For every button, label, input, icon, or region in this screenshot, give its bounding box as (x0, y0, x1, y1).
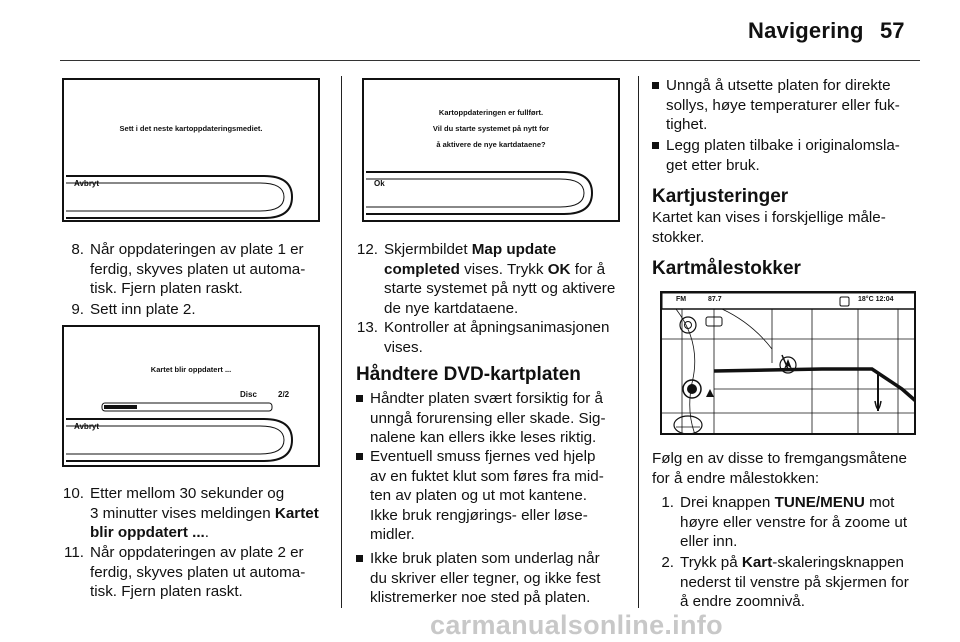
step-text: Trykk på (680, 554, 742, 571)
message-name: Kartet (274, 504, 319, 522)
screen-message: Vil du starte systemet på nytt for (432, 124, 550, 133)
watermark: carmanualsonline.info (430, 610, 723, 640)
bullet-icon (356, 453, 363, 460)
step-number: 8. (71, 241, 84, 258)
bullet-text: unngå forurensing eller skade. Sig- (370, 409, 606, 427)
step-number: 11. (64, 544, 84, 561)
step-text: nederst til venstre på skjermen for (680, 573, 909, 591)
step-text: for å (570, 260, 606, 278)
bullet-text: klistremerker noe sted på platen. (370, 589, 591, 606)
section-heading: Håndtere DVD-kartplaten (356, 364, 581, 385)
disc-label: Disc (240, 390, 257, 399)
bullet-text: Legg platen tilbake i originalomsla- (666, 137, 900, 154)
step-number: 13. (356, 319, 378, 336)
step-text: Når oppdateringen av plate 2 er (90, 544, 304, 561)
step-number: 12. (356, 241, 378, 258)
bullet-text: Unngå å utsette platen for direkte (666, 77, 891, 94)
step-text: tisk. Fjern platen raskt. (90, 280, 243, 297)
body-text: stokker. (652, 228, 705, 246)
map-graphic (662, 293, 916, 435)
step-text: vises. Trykk (459, 260, 548, 278)
step-12 (356, 240, 636, 320)
step-text: vises. (384, 338, 423, 356)
step-number: 10. (62, 485, 84, 502)
bullet-icon (652, 82, 659, 89)
bullet-icon (356, 555, 363, 562)
step-2 (652, 553, 952, 613)
screen-button-shape (364, 80, 620, 222)
step-1 (652, 493, 952, 553)
ok-button[interactable]: Ok (374, 179, 385, 188)
temp-time-status: 18°C 12:04 (858, 296, 894, 303)
screen-button-shape (64, 80, 320, 222)
bullet-text: midler. (370, 526, 415, 543)
bullet-text: Eventuell smuss fjernes ved hjelp (370, 448, 596, 465)
instruction-paragraph (652, 449, 952, 488)
step-number: 9. (71, 301, 84, 318)
radio-band: FM (676, 296, 687, 303)
cancel-button[interactable]: Avbryt (74, 422, 100, 431)
progress-fill (104, 405, 137, 409)
step-text: høyre eller venstre for å zoome ut (680, 513, 908, 531)
bullet-text: Håndter platen svært forsiktig for å (370, 390, 603, 407)
screen-map-updating (62, 325, 320, 467)
control-name: TUNE/MENU (774, 494, 865, 511)
column-divider-2 (638, 76, 639, 608)
step-text: ferdig, skyves platen ut automa- (90, 260, 306, 278)
bullet-text: av en fuktet klut som føres fra mid- (370, 467, 604, 485)
step-text: Skjermbildet (384, 241, 472, 258)
step-11 (62, 543, 337, 603)
screen-insert-next-disc (62, 78, 320, 222)
message-name: blir oppdatert ... (90, 524, 205, 541)
step-text: tisk. Fjern platen raskt. (90, 583, 243, 600)
step-text: Sett inn plate 2. (90, 301, 196, 318)
step-text: ferdig, skyves platen ut automa- (90, 563, 306, 581)
body-text: Følg en av disse to fremgangsmåtene (652, 450, 907, 467)
bullet-text: nalene kan ellers ikke leses riktig. (370, 429, 597, 446)
button-name: OK (547, 260, 571, 278)
bullet-icon (652, 142, 659, 149)
screen-update-completed (362, 78, 620, 222)
page-number: 57 (880, 18, 905, 43)
page-title: Navigering (748, 18, 864, 43)
control-name: Kart (741, 554, 773, 571)
step-text: . (204, 524, 209, 541)
step-text: eller inn. (680, 533, 738, 550)
step-text: -skaleringsknappen (772, 554, 904, 571)
step-number: 2. (661, 554, 674, 571)
screen-message: å aktivere de nye kartdataene? (436, 140, 546, 149)
page-header (0, 0, 960, 62)
screen-message: Kartoppdateringen er fullført. (438, 108, 544, 117)
intro-text (652, 208, 952, 247)
bullet-text: ten av platen og ut mot kantene. (370, 487, 587, 504)
body-text: Kartet kan vises i forskjellige måle- (652, 209, 886, 226)
disc-value: 2/2 (278, 390, 290, 399)
bullet-text: du skriver eller tegner, og ikke fest (370, 569, 601, 587)
screen-name: completed (384, 260, 460, 278)
section-heading: Kartmålestokker (652, 258, 801, 279)
step-text: Drei knappen (680, 494, 775, 511)
bullet-text: tighet. (666, 116, 708, 133)
header-divider (60, 60, 920, 61)
progress-and-button-shape (64, 327, 320, 467)
step-10 (62, 484, 337, 544)
step-9 (62, 300, 332, 320)
screen-message: Sett i det neste kartoppdateringsmediet. (119, 124, 263, 133)
step-text: de nye kartdataene. (384, 299, 519, 317)
step-text: å endre zoomnivå. (680, 593, 805, 610)
column-divider-1 (341, 76, 342, 608)
screen-message: Kartet blir oppdatert ... (150, 365, 232, 374)
step-text: 3 minutter vises meldingen (90, 504, 275, 522)
step-number: 1. (661, 494, 674, 511)
bullet-text: Ikke bruk rengjørings- eller løse- (370, 506, 588, 524)
body-text: for å endre målestokken: (652, 469, 820, 487)
map-screen (660, 291, 916, 435)
step-13 (356, 318, 636, 358)
bullet-text: Ikke bruk platen som underlag når (370, 550, 600, 567)
section-heading: Kartjusteringer (652, 186, 789, 207)
step-text: Kontroller at åpningsanimasjonen (384, 319, 610, 336)
cancel-button[interactable]: Avbryt (74, 179, 100, 188)
step-text: Når oppdateringen av plate 1 er (90, 241, 304, 258)
step-text: starte systemet på nytt og aktivere (384, 280, 616, 297)
step-8 (62, 240, 332, 300)
bullet-text: get etter bruk. (666, 156, 760, 174)
radio-frequency: 87.7 (708, 296, 722, 303)
step-text: mot (864, 494, 895, 511)
screen-name: Map update (471, 241, 557, 258)
step-text: Etter mellom 30 sekunder og (90, 485, 285, 502)
bullet-icon (356, 395, 363, 402)
bullet-text: sollys, høye temperaturer eller fuk- (666, 96, 900, 114)
